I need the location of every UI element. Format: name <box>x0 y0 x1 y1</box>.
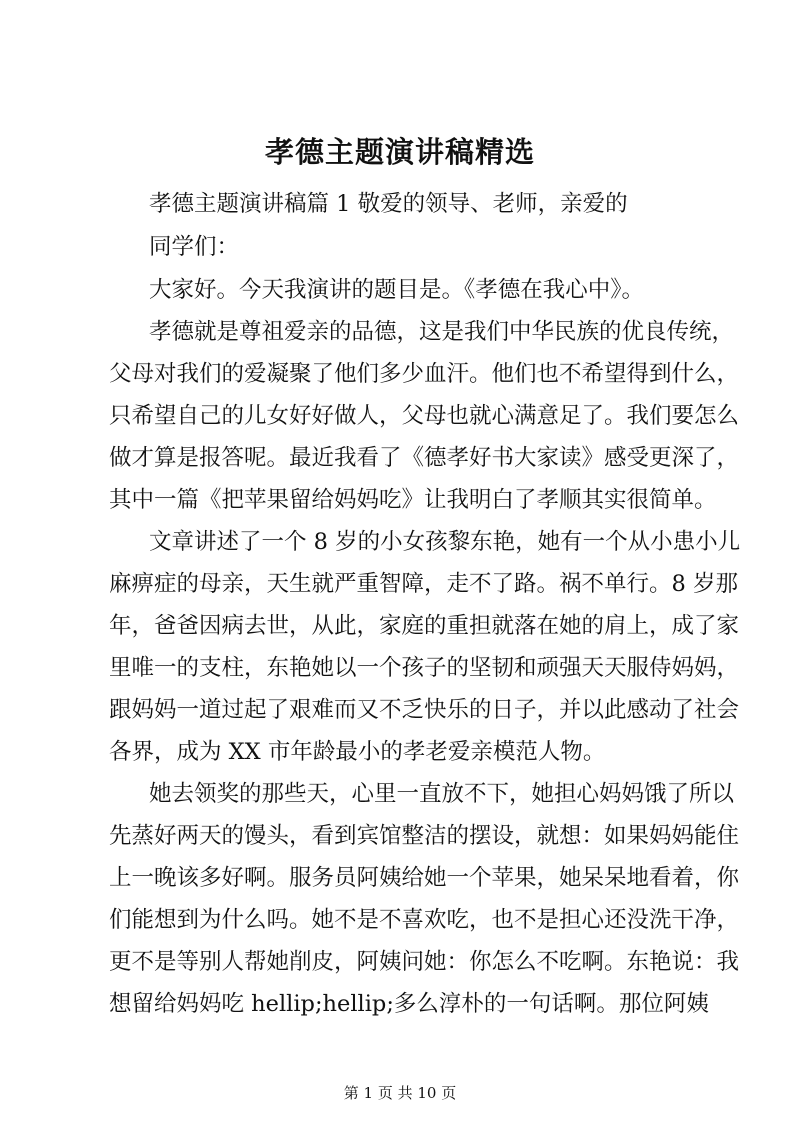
paragraph-line: 想留给妈妈吃 hellip;hellip;多么淳朴的一句话啊。那位阿姨 <box>109 991 709 1017</box>
paragraph-line: 做才算是报答呢。最近我看了《德孝好书大家读》感受更深了， <box>109 445 740 471</box>
paragraph-line: 大家好。今天我演讲的题目是。《孝德在我心中》。 <box>149 277 645 303</box>
paragraph-line: 们能想到为什么吗。她不是不喜欢吃，也不是担心还没洗干净， <box>109 907 740 933</box>
paragraph-line: 上一晚该多好啊。服务员阿姨给她一个苹果，她呆呆地看着，你 <box>109 865 740 891</box>
paragraph-line: 跟妈妈一道过起了艰难而又不乏快乐的日子，并以此感动了社会 <box>109 697 740 723</box>
paragraph-line: 文章讲述了一个 8 岁的小女孩黎东艳，她有一个从小患小儿 <box>149 529 741 555</box>
paragraph-line: 其中一篇《把苹果留给妈妈吃》让我明白了孝顺其实很简单。 <box>109 487 717 513</box>
paragraph-line: 年，爸爸因病去世，从此，家庭的重担就落在她的肩上，成了家 <box>109 613 740 639</box>
paragraph-line: 里唯一的支柱，东艳她以一个孩子的坚韧和顽强天天服侍妈妈， <box>109 655 740 681</box>
paragraph-line: 孝德主题演讲稿篇 1 敬爱的领导、老师，亲爱的 <box>149 191 628 217</box>
paragraph-line: 先蒸好两天的馒头，看到宾馆整洁的摆设，就想：如果妈妈能住 <box>109 823 740 849</box>
paragraph-line: 孝德就是尊祖爱亲的品德，这是我们中华民族的优良传统， <box>149 319 735 345</box>
paragraph-line: 父母对我们的爱凝聚了他们多少血汗。他们也不希望得到什么， <box>109 361 740 387</box>
paragraph-line: 她去领奖的那些天，心里一直放不下，她担心妈妈饿了所以 <box>149 781 735 807</box>
paragraph-line: 麻痹症的母亲，天生就严重智障，走不了路。祸不单行。8 岁那 <box>109 571 738 597</box>
paragraph-line: 只希望自己的儿女好好做人，父母也就心满意足了。我们要怎么 <box>109 403 740 429</box>
paragraph-line: 同学们： <box>149 234 240 260</box>
page-footer: 第 1 页 共 10 页 <box>343 1084 457 1102</box>
paragraph-line: 各界，成为 XX 市年龄最小的孝老爱亲模范人物。 <box>109 739 606 765</box>
paragraph-line: 更不是等别人帮她削皮，阿姨问她：你怎么不吃啊。东艳说：我 <box>109 949 740 975</box>
document-title: 孝德主题演讲稿精选 <box>264 135 535 169</box>
